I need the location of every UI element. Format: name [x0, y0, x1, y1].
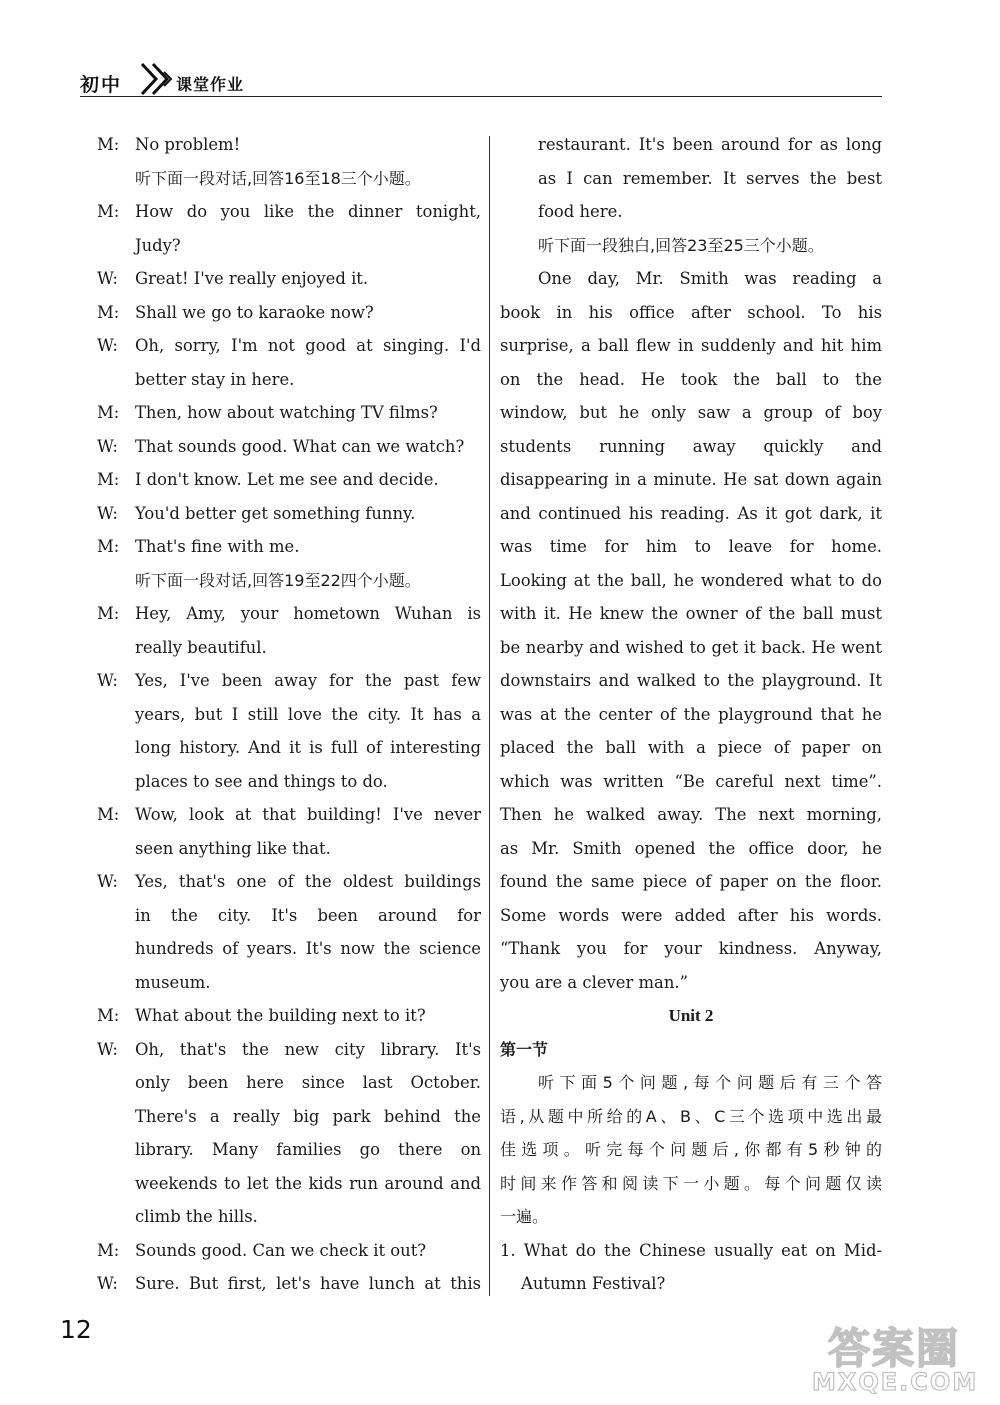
instruction-line: 佳选项。听完每个问题后,你都有5秒钟的 — [500, 1140, 882, 1159]
dialogue-continuation: better stay in here. — [135, 369, 295, 389]
passage-line: restaurant. It's been around for as long — [538, 135, 882, 154]
right-column — [500, 128, 882, 1301]
dialogue-line — [97, 1033, 481, 1067]
speaker-label: W: — [97, 1274, 118, 1293]
passage-line: Some words were added after his words. — [500, 905, 882, 925]
passage-line: surprise, a ball flew in suddenly and hit him — [500, 336, 882, 355]
header-brand: 初中 — [80, 74, 123, 96]
passage-line: which was written “Be careful next time”. — [500, 771, 882, 791]
dialogue-continuation: Judy? — [135, 235, 181, 255]
instruction-line: 时间来作答和阅读下一小题。每个问题仅读 — [500, 1173, 882, 1193]
dialogue-continuation: museum. — [135, 972, 211, 992]
dialogue-line — [97, 1267, 481, 1301]
dialogue-text: No problem! — [135, 135, 241, 154]
passage-line: students running away quickly and — [500, 436, 882, 456]
watermark-logo — [808, 1316, 998, 1402]
passage-line: Then he walked away. The next morning, — [500, 805, 882, 824]
dialogue-text: You'd better get something funny. — [135, 503, 416, 523]
dialogue-line — [97, 128, 481, 162]
passage-line: be nearby and wished to get it back. He went — [500, 637, 882, 657]
dialogue-text: Oh, sorry, I'm not good at singing. I'd — [135, 336, 481, 355]
speaker-label: W: — [97, 436, 118, 456]
passage-line: with it. He knew the owner of the ball must — [500, 604, 882, 623]
speaker-label: W: — [97, 872, 118, 891]
dialogue-text: That sounds good. What can we watch? — [135, 436, 465, 456]
dialogue-line — [97, 195, 481, 229]
speaker-label: M: — [97, 403, 120, 422]
dialogue-line — [97, 296, 481, 330]
speaker-label: M: — [97, 604, 120, 623]
dialogue-line — [97, 664, 481, 698]
unit-heading: Unit 2 — [668, 1006, 714, 1025]
dialogue-text: Sure. But first, let's have lunch at this — [135, 1274, 481, 1293]
passage-line: you are a clever man.” — [500, 972, 688, 992]
dialogue-text: Sounds good. Can we check it out? — [135, 1240, 427, 1260]
dialogue-text: Yes, that's one of the oldest buildings — [135, 872, 481, 891]
dialogue-line — [97, 999, 481, 1033]
dialogue-line — [97, 329, 481, 363]
dialogue-continuation: in the city. It's been around for — [135, 905, 481, 925]
instruction-line: 一遍。 — [500, 1207, 549, 1226]
speaker-label: W: — [97, 1039, 118, 1059]
page-header — [80, 62, 882, 98]
passage-line: Looking at the ball, he wondered what to do — [500, 570, 882, 590]
dialogue-continuation: climb the hills. — [135, 1207, 258, 1226]
listening-instruction: 听下面一段独白,回答23至25三个小题。 — [538, 235, 824, 255]
dialogue-continuation: seen anything like that. — [135, 838, 331, 858]
listening-instruction: 听下面一段对话,回答19至22四个小题。 — [135, 570, 421, 590]
double-chevron-icon — [140, 62, 176, 96]
passage-line: Autumn Festival? — [521, 1274, 666, 1293]
passage-line: as Mr. Smith opened the office door, he — [500, 838, 882, 858]
passage-line: One day, Mr. Smith was reading a — [538, 269, 882, 288]
passage-line: was time for him to leave for home. — [500, 537, 882, 556]
dialogue-line — [97, 396, 481, 430]
listening-instruction: 听下面一段对话,回答16至18三个小题。 — [135, 168, 421, 188]
dialogue-text: Great! I've really enjoyed it. — [135, 269, 369, 288]
dialogue-text: How do you like the dinner tonight, — [135, 202, 481, 221]
passage-line: downstairs and walked to the playground. It — [500, 671, 882, 690]
speaker-label: W: — [97, 336, 118, 355]
dialogue-text: Yes, I've been away for the past few — [135, 671, 481, 690]
dialogue-line — [97, 262, 481, 296]
passage-line: as I can remember. It serves the best — [538, 168, 882, 188]
dialogue-line — [97, 530, 481, 564]
dialogue-continuation: long history. And it is full of interesting — [135, 738, 481, 757]
dialogue-continuation: years, but I still love the city. It has a — [135, 704, 481, 724]
dialogue-continuation: places to see and things to do. — [135, 771, 388, 791]
header-rule — [80, 96, 882, 97]
dialogue-continuation: There's a really big park behind the — [135, 1106, 481, 1126]
passage-line: 1. What do the Chinese usually eat on Mid- — [500, 1240, 882, 1260]
dialogue-text: Hey, Amy, your hometown Wuhan is — [135, 604, 481, 623]
dialogue-continuation: hundreds of years. It's now the science — [135, 939, 481, 958]
passage-line: book in his office after school. To his — [500, 302, 882, 322]
passage-line: placed the ball with a piece of paper on — [500, 738, 882, 757]
dialogue-line — [97, 430, 481, 464]
dialogue-text: Wow, look at that building! I've never — [135, 805, 481, 824]
watermark-url: MXQE.COM — [812, 1368, 979, 1396]
passage-line: window, but he only saw a group of boy — [500, 403, 882, 422]
dialogue-line — [97, 497, 481, 531]
passage-line: was at the center of the playground that he — [500, 704, 882, 724]
speaker-label: M: — [97, 202, 120, 221]
dialogue-text: I don't know. Let me see and decide. — [135, 470, 439, 489]
passage-line: found the same piece of paper on the floor. — [500, 872, 882, 891]
header-subtitle: 课堂作业 — [176, 75, 245, 94]
speaker-label: M: — [97, 1240, 120, 1260]
dialogue-continuation: only been here since last October. — [135, 1073, 481, 1092]
passage-line: “Thank you for your kindness. Anyway, — [500, 939, 882, 958]
speaker-label: M: — [97, 537, 120, 556]
speaker-label: M: — [97, 1006, 120, 1025]
speaker-label: W: — [97, 503, 118, 523]
dialogue-text: What about the building next to it? — [135, 1006, 426, 1025]
speaker-label: M: — [97, 805, 120, 824]
instruction-line: 听下面5个问题,每个问题后有三个答 — [538, 1073, 882, 1092]
passage-line: and continued his reading. As it got dark, it — [500, 503, 882, 523]
dialogue-continuation: weekends to let the kids run around and — [135, 1173, 481, 1193]
dialogue-continuation: really beautiful. — [135, 637, 267, 657]
dialogue-text: That's fine with me. — [135, 537, 300, 556]
dialogue-line — [97, 865, 481, 899]
watermark-main: 答案圈 — [828, 1324, 961, 1373]
dialogue-continuation: library. Many families go there on — [135, 1140, 481, 1159]
instruction-line: 语,从题中所给的A、B、C三个选项中选出最 — [500, 1106, 882, 1126]
passage-line: food here. — [538, 202, 623, 221]
section-heading: 第一节 — [500, 1039, 549, 1059]
speaker-label: W: — [97, 671, 118, 690]
page-number: 12 — [60, 1315, 92, 1344]
column-divider — [489, 136, 490, 1296]
dialogue-text: Shall we go to karaoke now? — [135, 302, 374, 322]
speaker-label: W: — [97, 269, 118, 288]
dialogue-line — [97, 1234, 481, 1268]
dialogue-line — [97, 463, 481, 497]
passage-line: disappearing in a minute. He sat down again — [500, 470, 882, 489]
dialogue-text: Oh, that's the new city library. It's — [135, 1039, 481, 1059]
dialogue-text: Then, how about watching TV films? — [135, 403, 438, 422]
speaker-label: M: — [97, 302, 120, 322]
dialogue-line — [97, 798, 481, 832]
speaker-label: M: — [97, 135, 120, 154]
passage-line: on the head. He took the ball to the — [500, 369, 882, 389]
speaker-label: M: — [97, 470, 120, 489]
dialogue-line — [97, 597, 481, 631]
left-column — [97, 128, 481, 1301]
